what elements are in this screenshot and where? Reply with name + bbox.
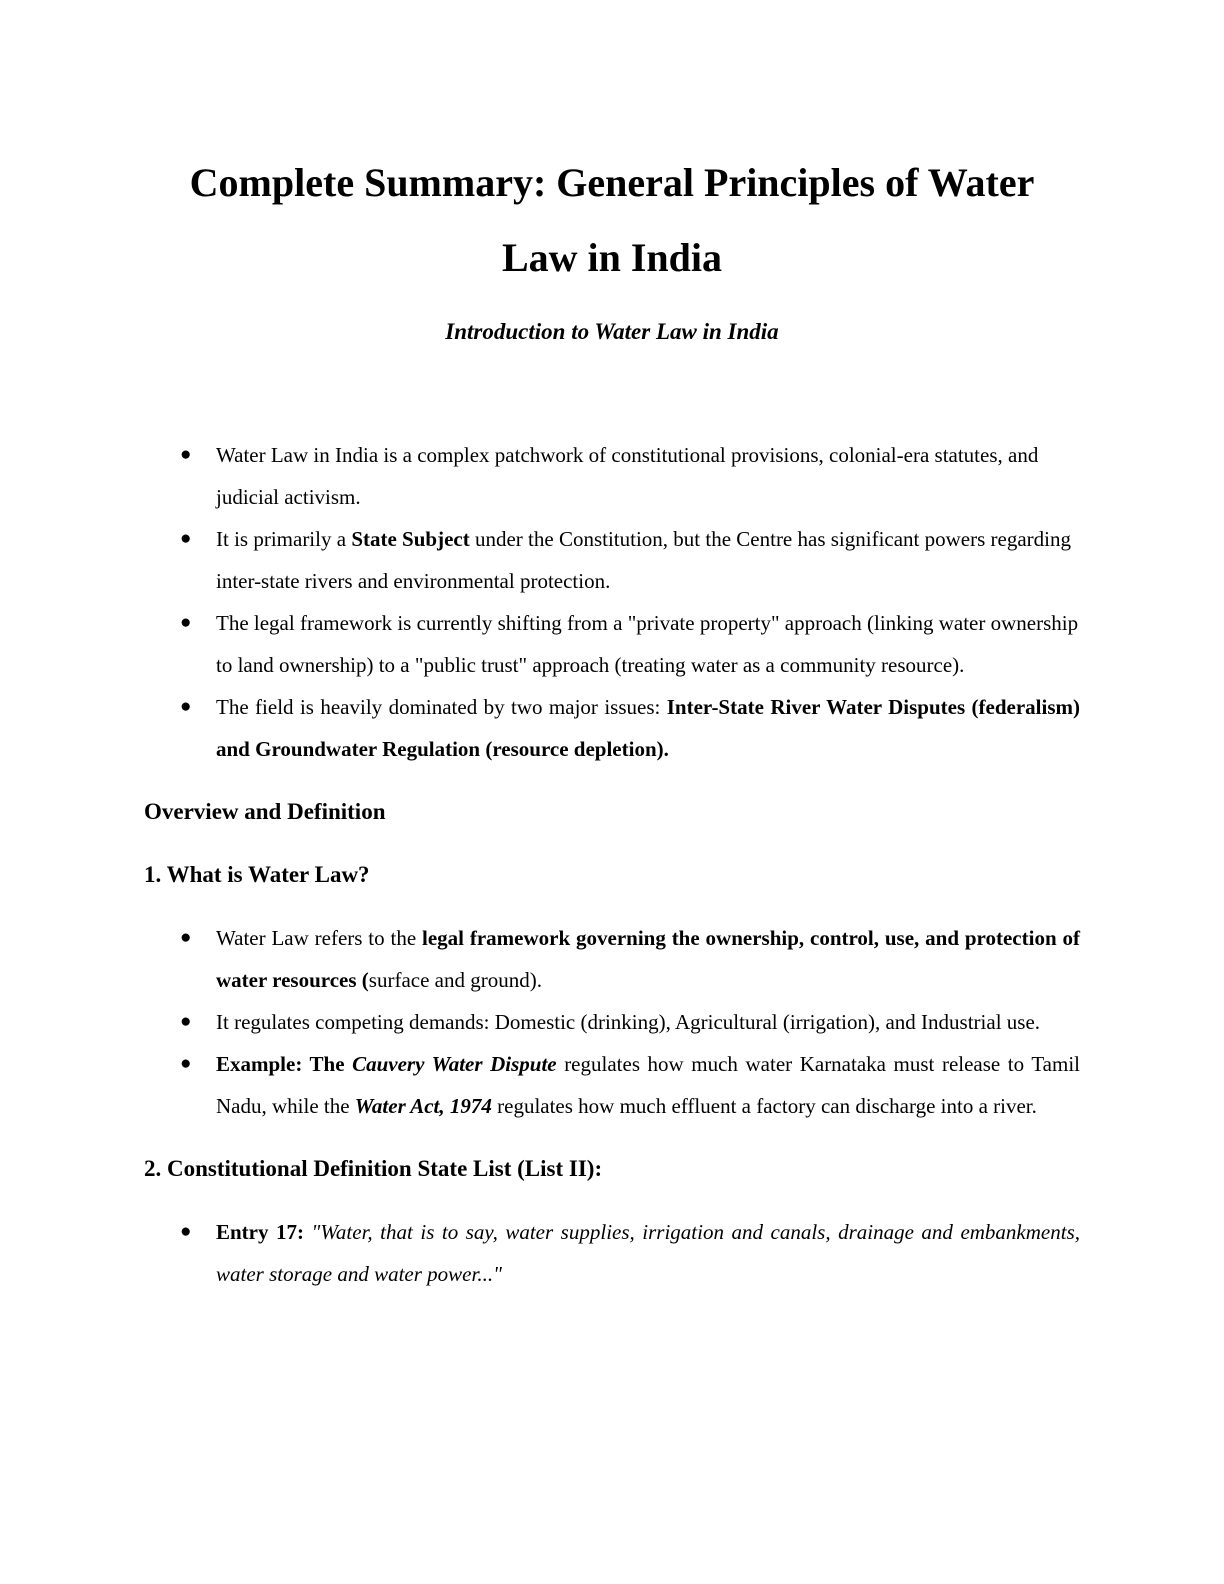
text-run: Cauvery Water Dispute [352,1052,557,1076]
bullet-marker-icon: ● [180,528,192,549]
bullet-item [180,686,1080,770]
bullet-text [216,1001,1080,1043]
bullet-marker-icon: ● [180,927,192,948]
document-title-line-1: Complete Summary: General Principles of Water [189,160,1035,205]
bullet-marker-icon: ● [180,1221,192,1242]
bullet-item [180,1211,1080,1295]
text-run: It is primarily a [216,527,352,551]
text-run: It regulates competing demands: Domestic (drinking), Agricultural (irrigation), and Industrial use. [216,1010,1041,1034]
text-run: Water Law in India is a complex patchwork of constitutional provisions, colonial-era statutes, and judicial activism. [216,443,1039,509]
bullet-text [216,1043,1080,1127]
bullet-marker-icon: ● [180,696,192,717]
text-run: regulates how much water Karnataka must release to Tamil Nadu, while the [216,1052,1081,1118]
bullet-item [180,434,1080,518]
text-run: State Subject [351,527,470,551]
bullet-list [144,1211,1080,1295]
bullet-list [144,434,1080,770]
text-run: Water Law refers to the [216,926,422,950]
bullet-marker-icon: ● [180,1053,192,1074]
bullet-item [180,518,1080,602]
section-heading: 1. What is Water Law? [144,862,370,887]
bullet-text [216,434,1080,518]
document-title [144,145,1080,295]
section-heading: Overview and Definition [144,799,386,824]
text-run: Entry 17: [216,1220,312,1244]
document-body [144,434,1080,1295]
text-run: The field is heavily dominated by two major issues: [216,695,667,719]
section-heading: 2. Constitutional Definition State List (List II): [144,1156,603,1181]
text-run: legal framework governing the ownership, control, use, and protection of water resources ( [216,926,1080,992]
bullet-item [180,1043,1080,1127]
text-run: The legal framework is currently shifting from a "private property" approach (linking water ownership to land ownership) to a "public trust" approach (treating water as a community resource). [216,611,1079,677]
bullet-text [216,602,1080,686]
bullet-text [216,518,1080,602]
bullet-marker-icon: ● [180,612,192,633]
bullet-text [216,686,1080,770]
bullet-text [216,917,1080,1001]
bullet-list [144,917,1080,1127]
document-title-line-2: Law in India [501,235,723,280]
bullet-item [180,1001,1080,1043]
text-run: "Water, that is to say, water supplies, irrigation and canals, drainage and embankments, water storage and water power..." [216,1220,1080,1286]
bullet-item [180,602,1080,686]
bullet-marker-icon: ● [180,1011,192,1032]
text-run: regulates how much effluent a factory can discharge into a river. [491,1094,1037,1118]
text-run: Example: The [216,1052,353,1076]
bullet-marker-icon: ● [180,444,192,465]
document-subtitle: Introduction to Water Law in India [445,319,779,344]
bullet-text [216,1211,1080,1295]
text-run: Inter-State River Water Disputes (federalism) and Groundwater Regulation (resource depletion). [216,695,1080,761]
text-run: surface and ground). [368,968,542,992]
text-run: under the Constitution, but the Centre has significant powers regarding inter-state rivers and environmental protection. [216,527,1072,593]
bullet-item [180,917,1080,1001]
text-run: Water Act, 1974 [354,1094,492,1118]
